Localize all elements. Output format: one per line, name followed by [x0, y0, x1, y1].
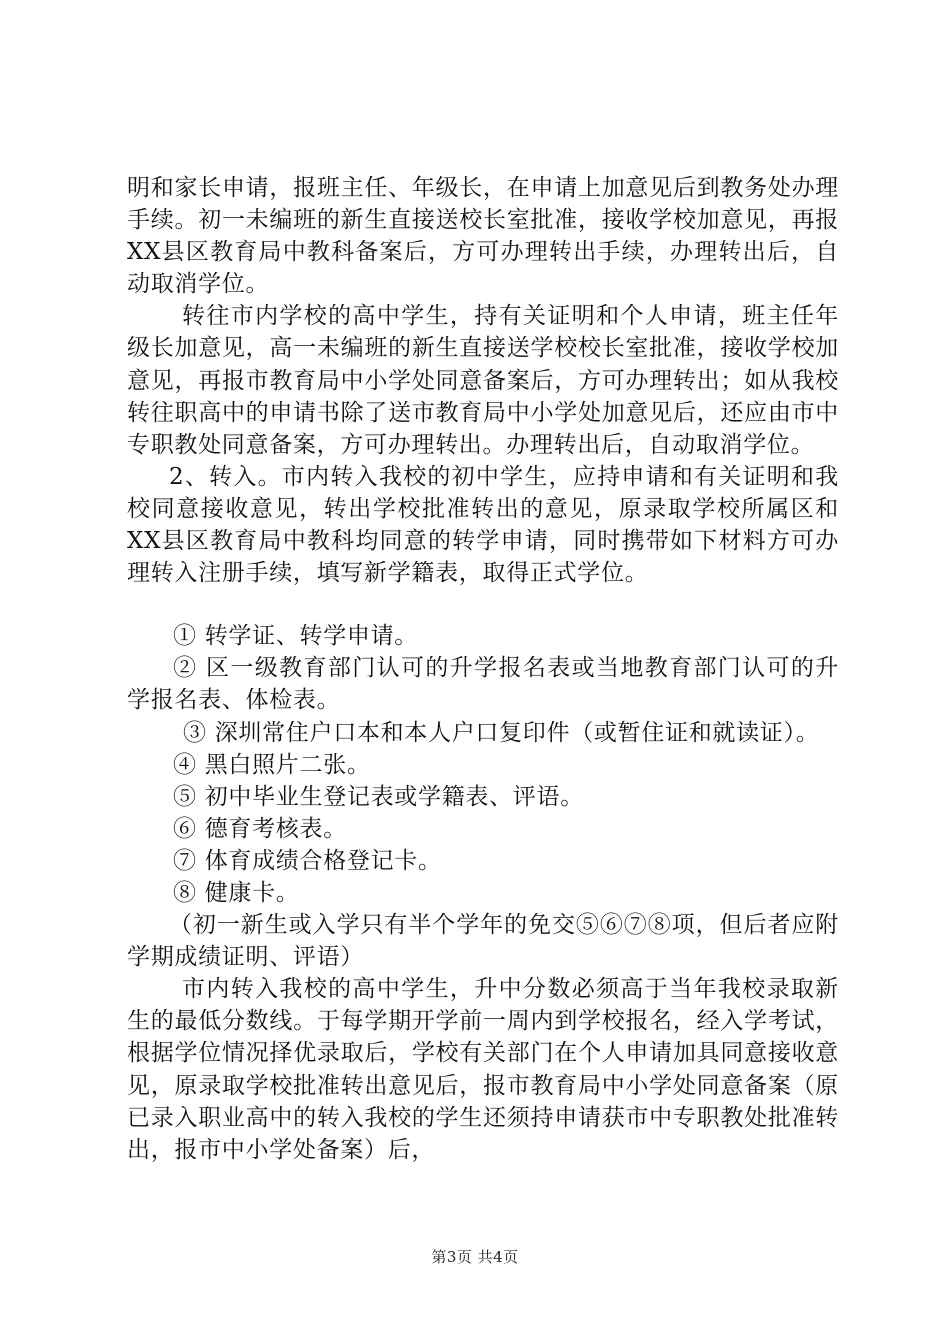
paragraph-transfer-out-senior: 转往市内学校的高中学生，持有关证明和个人申请，班主任年级长加意见，高一未编班的新生直接送学校校长室批准，接收学校加意见，再报市教育局中小学处同意备案后，方可办理转出；如从我校转往职高中的申请书除了送市教育局中小学处加意见后，还应由市中专职教处同意备案，方可办理转出。办理转出后，自动取消学位。: [127, 303, 839, 458]
paragraph-transfer-in-junior: 2、转入。市内转入我校的初中学生，应持申请和有关证明和我校同意接收意见，转出学校批准转出的意见，原录取学校所属区和XX县区教育局中教科均同意的转学申请，同时携带如下材料方可办理转入注册手续，填写新学籍表，取得正式学位。: [127, 463, 839, 587]
page-footer: 第3页 共4页: [431, 1248, 519, 1266]
list-item: ② 区一级教育部门认可的升学报名表或当地教育部门认可的升学报名表、体检表。: [127, 655, 839, 714]
note-paragraph: （初一新生或入学只有半个学年的免交⑤⑥⑦⑧项，但后者应附学期成绩证明、评语）: [127, 912, 839, 971]
document-body: [127, 172, 839, 1166]
list-item: ⑤ 初中毕业生登记表或学籍表、评语。: [173, 783, 584, 810]
paragraph-transfer-in-senior: 市内转入我校的高中学生，升中分数必须高于当年我校录取新生的最低分数线。于每学期开学前一周内到学校报名，经入学考试，根据学位情况择优录取后，学校有关部门在个人申请加具同意接收意见，原录取学校批准转出意见后，报市教育局中小学处同意备案（原已录入职业高中的转入我校的学生还须持申请获市中专职教处批准转出，报市中小学处备案）后，: [127, 976, 839, 1163]
list-item: ⑧ 健康卡。: [173, 879, 300, 906]
list-item: ③ 深圳常住户口本和本人户口复印件（或暂住证和就读证）。: [183, 719, 820, 746]
list-item: ⑥ 德育考核表。: [173, 815, 347, 842]
list-item: ④ 黑白照片二张。: [173, 751, 371, 778]
list-item: ① 转学证、转学申请。: [173, 623, 419, 650]
paragraph-transfer-out-junior: 明和家长申请，报班主任、年级长，在申请上加意见后到教务处办理手续。初一未编班的新生直接送校长室批准，接收学校加意见，再报XX县区教育局中教科备案后，方可办理转出手续，办理转出后，自动取消学位。: [127, 175, 839, 298]
paragraph-gap: [127, 589, 839, 620]
list-item: ⑦ 体育成绩合格登记卡。: [173, 847, 442, 874]
